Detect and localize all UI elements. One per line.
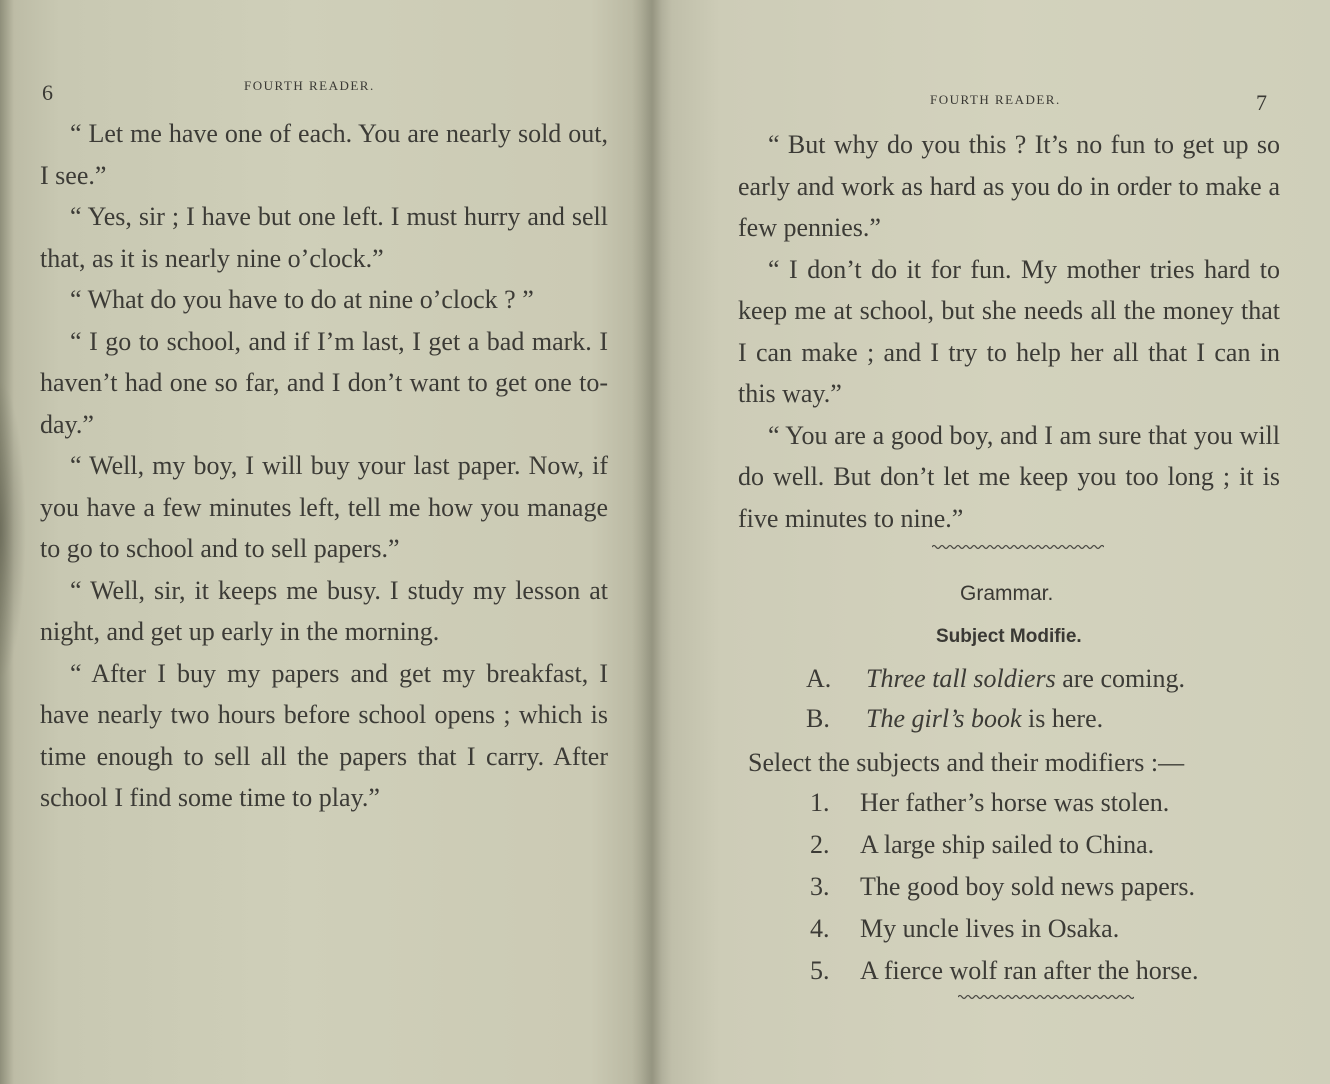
paragraph: “ Well, my boy, I will buy your last paper. Now, if you have a few minutes left, tell me how you manage to go to school and to sell papers.”	[40, 451, 608, 563]
wavy-rule-ornament	[958, 992, 1134, 1002]
exercise-sentence: A fierce wolf ran after the horse.	[860, 956, 1199, 985]
story-text	[738, 124, 1280, 539]
exercise-sentence: My uncle lives in Osaka.	[860, 914, 1120, 943]
paragraph: “ Yes, sir ; I have but one left. I must hurry and sell that, as it is nearly nine o’clock.”	[40, 202, 608, 273]
example-sentence	[806, 664, 1185, 694]
paragraph: “ After I buy my papers and get my breakfast, I have nearly two hours before school opens ; which is time enough to sell all the papers that I carry. After school I find some time to play.”	[40, 658, 608, 812]
exercise-item	[810, 866, 1199, 908]
paragraph: “ I go to school, and if I’m last, I get a bad mark. I haven’t had one so far, and I don’t want to get one to-day.”	[40, 326, 608, 439]
grammar-subheading: Subject Modifie.	[936, 626, 1082, 647]
example-label: A.	[806, 664, 832, 693]
example-modified-subject: Three tall soldiers	[866, 664, 1056, 693]
exercise-number: 2.	[810, 830, 830, 859]
paragraph: “ What do you have to do at nine o’clock ? ”	[70, 285, 534, 314]
exercise-item	[810, 824, 1199, 866]
exercise-number: 5.	[810, 956, 830, 985]
wavy-rule-ornament	[932, 542, 1104, 552]
exercise-number: 4.	[810, 914, 830, 943]
paragraph: “ But why do you this ? It’s no fun to get up so early and work as hard as you do in order to make a few pennies.”	[738, 130, 1280, 242]
left-page	[0, 0, 640, 1084]
example-label: B.	[806, 704, 830, 733]
page-number: 6	[42, 80, 53, 105]
grammar-heading: Grammar.	[960, 582, 1054, 605]
exercise-number: 3.	[810, 872, 830, 901]
example-predicate: are coming.	[1055, 664, 1185, 693]
exercise-sentence: Her father’s horse was stolen.	[860, 788, 1170, 817]
exercise-sentence: The good boy sold news papers.	[860, 872, 1196, 901]
exercise-item	[810, 782, 1199, 824]
page-number: 7	[1256, 90, 1267, 115]
exercise-item	[810, 950, 1199, 992]
exercise-instruction: Select the subjects and their modifiers :—	[748, 748, 1185, 777]
example-predicate: is here.	[1021, 704, 1104, 733]
exercise-number: 1.	[810, 788, 830, 817]
paragraph: “ You are a good boy, and I am sure that you will do well. But don’t let me keep you too long ; it is five minutes to nine.”	[738, 420, 1280, 533]
exercise-sentence: A large ship sailed to China.	[860, 830, 1155, 859]
paragraph: “ Well, sir, it keeps me busy. I study my lesson at night, and get up early in the morning.	[40, 575, 608, 646]
paragraph: “ Let me have one of each. You are nearly sold out, I see.”	[40, 119, 608, 190]
example-modified-subject: The girl’s book	[866, 704, 1022, 733]
story-text	[40, 113, 608, 819]
exercise-item	[810, 908, 1199, 950]
running-head: FOURTH READER.	[930, 92, 1061, 107]
exercise-list	[810, 782, 1199, 992]
right-page	[660, 0, 1330, 1084]
paragraph: “ I don’t do it for fun. My mother tries hard to keep me at school, but she needs all the money that I can make ; and I try to help her all that I can in this way.”	[738, 254, 1280, 408]
running-head: FOURTH READER.	[244, 78, 375, 93]
example-sentence	[806, 704, 1103, 734]
